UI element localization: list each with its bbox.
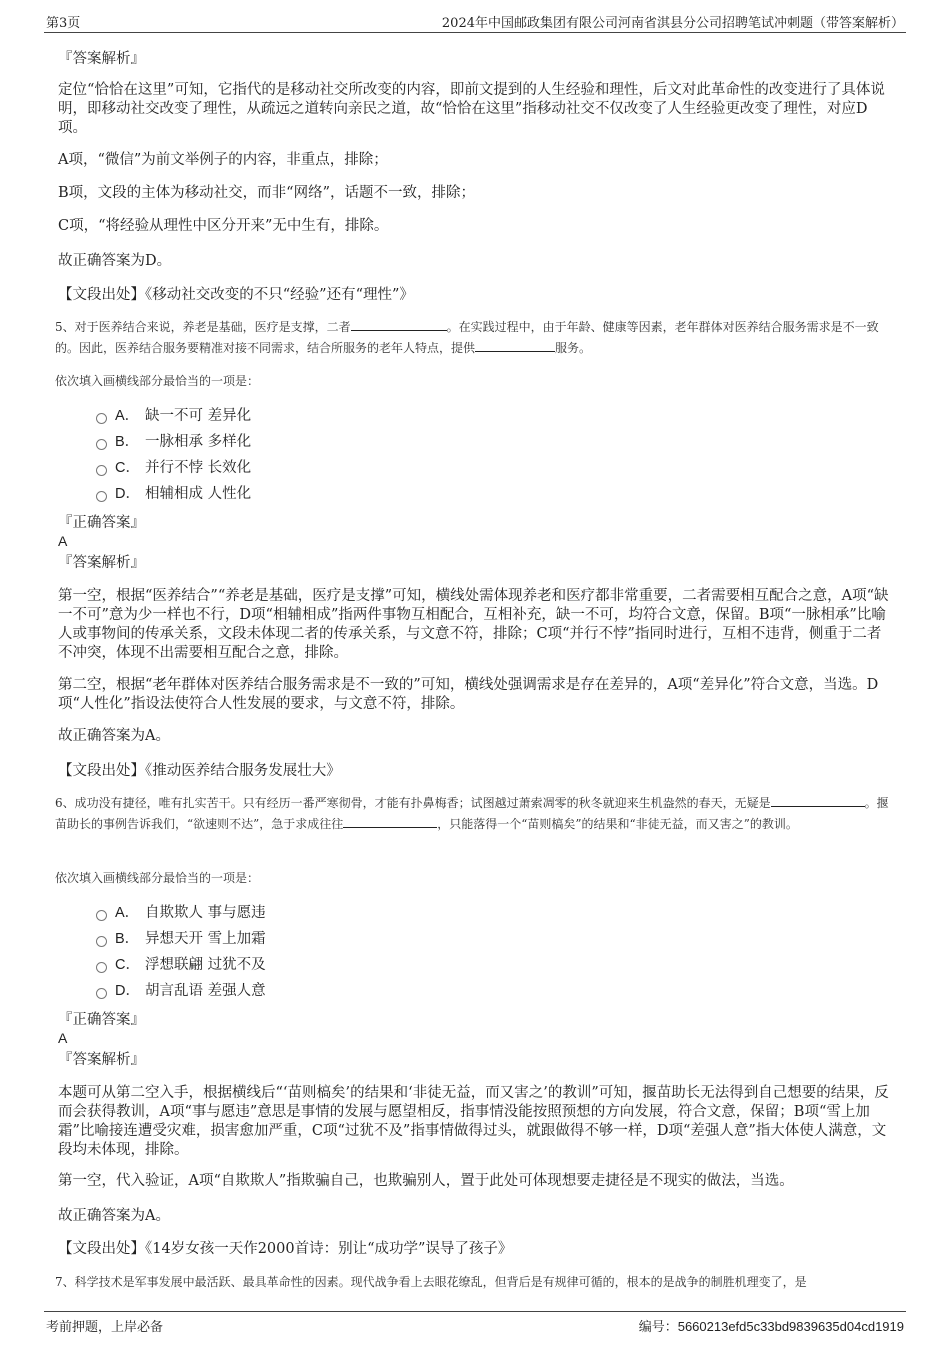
- option-text: 浮想联翩 过犹不及: [145, 957, 266, 973]
- q6-option-b[interactable]: [96, 930, 266, 948]
- q6-stem-part-2: 。揠苗助长的事例告诉我们，“欲速则不达”，急于求成往往: [55, 796, 889, 831]
- q6-analysis-p2: 第一空，代入验证，A项“自欺欺人”指欺骗自己，也欺骗别人，置于此处可体现想要走捷径是不现实的做法，当选。: [58, 1173, 794, 1189]
- q6-instruction: 依次填入画横线部分最恰当的一项是：: [55, 871, 260, 885]
- footer-slogan: 考前押题，上岸必备: [46, 1320, 164, 1335]
- q6-stem-part-3: ，只能落得一个“苗则槁矣”的结果和“非徒无益，而又害之”的教训。: [437, 817, 798, 831]
- radio-icon[interactable]: [96, 413, 107, 424]
- radio-icon[interactable]: [96, 962, 107, 973]
- radio-icon[interactable]: [96, 465, 107, 476]
- code-label: 编号：: [638, 1319, 678, 1334]
- q5-option-d[interactable]: [96, 485, 251, 503]
- q5-analysis-p2: 第二空，根据“老年群体对医养结合服务需求是不一致的”可知，横线处强调需求是存在差异的，A项“差异化”符合文意，当选。D项“人性化”指设法使符合人性发展的要求，与文意不符，排除。: [58, 677, 879, 712]
- q6-analysis-p1: 本题可从第二空入手，根据横线后“‘苗则槁矣’的结果和‘非徒无益，而又害之’的教训”可知，揠苗助长无法得到自己想要的结果，反而会获得教训，A项“事与愿违”意思是事情的发展与愿望相反，指事情没能按照预想的方向发展，符合文意，保留；B项“雪上加霜”比喻接连遭受灾难，损害愈加严重，C项“过犹不及”指事情做得过头，就跟做得不够一样，D项“差强人意”指大体使人满意，文段均未体现，排除。: [58, 1085, 889, 1158]
- option-letter: C．: [115, 460, 140, 476]
- page-footer: [44, 1311, 906, 1336]
- document-code: [639, 1316, 904, 1335]
- q5-stem-part-2: 。在实践过程中，由于年龄、健康等因素，老年群体对医养结合服务需求是不一致的。因此，医养结合服务要精准对接不同需求，结合所服务的老年人特点，提供: [55, 320, 879, 355]
- q5-blank-2: [475, 339, 555, 352]
- q5-option-a[interactable]: [96, 407, 251, 425]
- option-letter: C．: [115, 957, 140, 973]
- q5-answer: A: [58, 533, 68, 549]
- option-text: 并行不悖 长效化: [145, 460, 252, 476]
- code-value: 5660213efd5c33bd9839635d04cd1919: [677, 1319, 904, 1334]
- document-title: 2024年中国邮政集团有限公司河南省淇县分公司招聘笔试冲刺题（带答案解析）: [441, 16, 904, 31]
- q5-analysis-p1: 第一空，根据“医养结合”“养老是基础，医疗是支撑”可知，横线处需体现养老和医疗都非常重要，二者需要相互配合之意，A项“缺一不可”意为少一样也不行，D项“相辅相成”指两件事物互相配合，互相补充，缺一不可，均符合文意，保留。B项“一脉相承”比喻人或事物间的传承关系，文段未体现二者的传承关系，与文意不符，排除；C项“并行不悖”指同时进行，互相不违背，侧重于二者不冲突，体现不出需要相互配合之意，排除。: [58, 588, 889, 661]
- q6-option-d[interactable]: [96, 982, 266, 1000]
- page-number: 第3页: [46, 16, 81, 31]
- q6-blank-2: [343, 815, 437, 828]
- q6-stem-part-1: 6、成功没有捷径，唯有扎实苦干。只有经历一番严寒彻骨，才能有扑鼻梅香；试图越过萧索凋零的秋冬就迎来生机盎然的春天，无疑是: [55, 796, 771, 810]
- option-letter: D．: [115, 983, 140, 999]
- option-text: 缺一不可 差异化: [145, 408, 252, 424]
- q5-option-c[interactable]: [96, 459, 251, 477]
- option-text: 自欺欺人 事与愿违: [145, 905, 266, 921]
- q5-source: 【文段出处】《推动医养结合服务发展壮大》: [58, 763, 341, 779]
- q5-option-b[interactable]: [96, 433, 251, 451]
- q6-answer-label: 『正确答案』: [58, 1012, 145, 1028]
- option-text: 相辅相成 人性化: [145, 486, 252, 502]
- q6-blank-1: [771, 794, 865, 807]
- radio-icon[interactable]: [96, 910, 107, 921]
- q5-conclusion: 故正确答案为A。: [58, 728, 170, 744]
- q6-conclusion: 故正确答案为A。: [58, 1208, 170, 1224]
- option-letter: B．: [115, 434, 140, 450]
- q4-analysis-p4: C项，“将经验从理性中区分开来”无中生有，排除。: [58, 218, 389, 234]
- q4-conclusion: 故正确答案为D。: [58, 253, 172, 269]
- radio-icon[interactable]: [96, 988, 107, 999]
- q5-stem-part-3: 服务。: [555, 341, 592, 355]
- q4-source: 【文段出处】《移动社交改变的不只“经验”还有“理性”》: [58, 287, 414, 303]
- q5-analysis-label: 『答案解析』: [58, 555, 145, 571]
- q5-stem-part-1: 5、对于医养结合来说，养老是基础，医疗是支撑，二者: [55, 320, 351, 334]
- option-letter: A．: [115, 905, 140, 921]
- q5-instruction: 依次填入画横线部分最恰当的一项是：: [55, 374, 260, 388]
- q6-source: 【文段出处】《14岁女孩一天作2000首诗：别让“成功学”误导了孩子》: [58, 1241, 513, 1257]
- q6-answer: A: [58, 1030, 68, 1046]
- q7-stem: 7、科学技术是军事发展中最活跃、最具革命性的因素。现代战争看上去眼花缭乱，但背后是有规律可循的，根本的是战争的制胜机理变了，是: [55, 1275, 807, 1289]
- page-header: [44, 10, 906, 33]
- radio-icon[interactable]: [96, 491, 107, 502]
- q6-option-a[interactable]: [96, 904, 266, 922]
- option-text: 一脉相承 多样化: [145, 434, 252, 450]
- option-letter: B．: [115, 931, 140, 947]
- q5-answer-label: 『正确答案』: [58, 515, 145, 531]
- q4-analysis-p3: B项，文段的主体为移动社交，而非“网络”，话题不一致，排除；: [58, 185, 475, 201]
- radio-icon[interactable]: [96, 936, 107, 947]
- radio-icon[interactable]: [96, 439, 107, 450]
- q6-option-c[interactable]: [96, 956, 266, 974]
- q5-stem: [55, 317, 895, 359]
- q4-analysis-p2: A项，“微信”为前文举例子的内容，非重点，排除；: [58, 152, 388, 168]
- q6-analysis-label: 『答案解析』: [58, 1052, 145, 1068]
- q4-analysis-p1: 定位“恰恰在这里”可知，它指代的是移动社交所改变的内容，即前文提到的人生经验和理性，后文对此革命性的改变进行了具体说明，即移动社交改变了理性，从疏远之道转向亲民之道，故“恰恰在这里”指移动社交不仅改变了人生经验更改变了理性，对应D项。: [58, 82, 885, 136]
- option-text: 异想天开 雪上加霜: [145, 931, 266, 947]
- q4-analysis-label: 『答案解析』: [58, 51, 145, 67]
- option-text: 胡言乱语 差强人意: [145, 983, 266, 999]
- q6-stem: [55, 793, 895, 835]
- q5-blank-1: [351, 318, 447, 331]
- option-letter: D．: [115, 486, 140, 502]
- option-letter: A．: [115, 408, 140, 424]
